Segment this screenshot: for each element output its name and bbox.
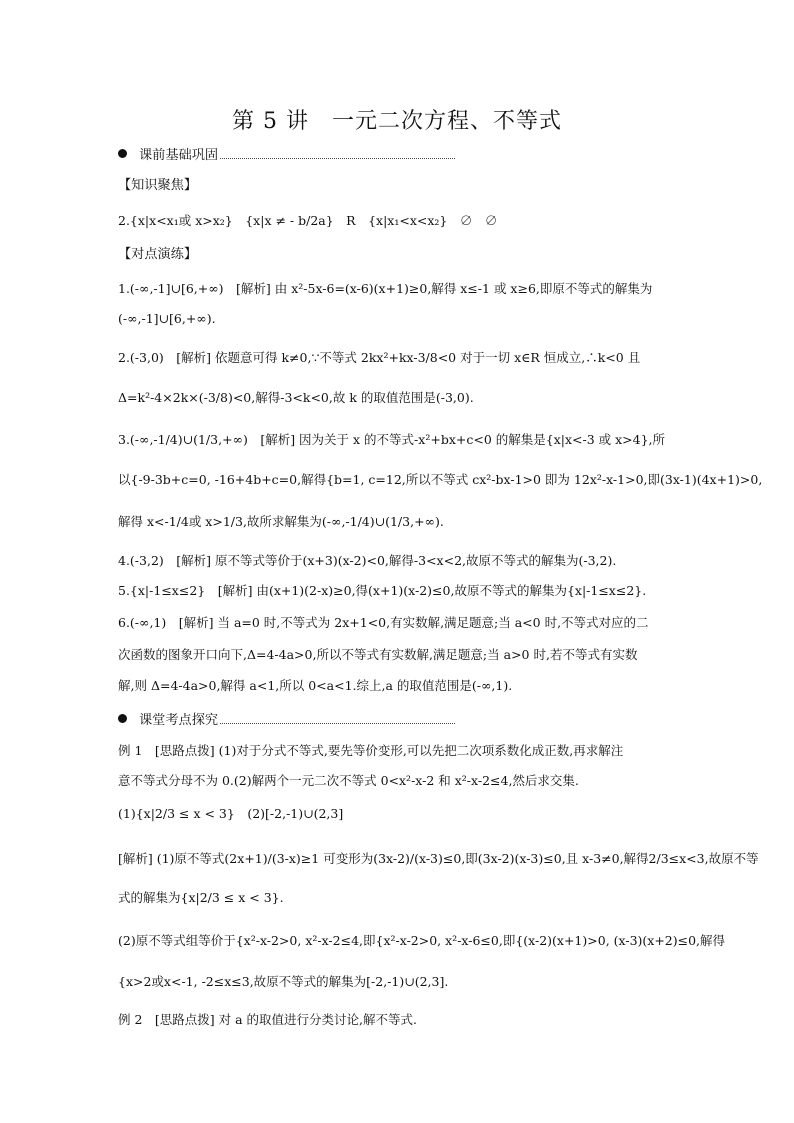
knowledge-item-2: 2.{x|x<x₁或 x>x₂} {x|x ≠ - b/2a} R {x|x₁<x<x₂} ∅ ∅ — [118, 213, 498, 228]
practice-1-line-2: (-∞,-1]∪[6,+∞). — [118, 311, 216, 326]
practice-6-line-2: 次函数的图象开口向下,Δ=4-4a>0,所以不等式有实数解,满足题意;当 a>0 时,若不等式有实数 — [118, 647, 638, 662]
section-label: 课堂考点探究 — [139, 713, 219, 728]
practice-4: 4.(-3,2) [解析] 原不等式等价于(x+3)(x-2)<0,解得-3<x<2,故原不等式的解集为(-3,2). — [118, 553, 617, 568]
practice-6-line-3: 解,则 Δ=4-4a>0,解得 a<1,所以 0<a<1.综上,a 的取值范围是(-∞,1). — [118, 678, 513, 693]
example-1-line-2: 意不等式分母不为 0.(2)解两个一元二次不等式 0<x²-x-2 和 x²-x-2≤4,然后求交集. — [118, 773, 579, 788]
example-1-answer: (1){x|2/3 ≤ x < 3} (2)[-2,-1)∪(2,3] — [118, 806, 344, 821]
dotted-leader — [220, 149, 455, 159]
practice-3-line-1: 3.(-∞,-1/4)∪(1/3,+∞) [解析] 因为关于 x 的不等式-x²+bx+c<0 的解集是{x|x<-3 或 x>4},所 — [118, 432, 666, 447]
bullet-icon — [118, 714, 127, 723]
example-1-solution-1: [解析] (1)原不等式(2x+1)/(3-x)≥1 可变形为(3x-2)/(x-3)≤0,即(3x-2)(x-3)≤0,且 x-3≠0,解得2/3≤x<3,故原不等 — [118, 851, 759, 866]
section-header-in-class — [118, 709, 455, 728]
example-1-solution-4: {x>2或x<-1, -2≤x≤3,故原不等式的解集为[-2,-1)∪(2,3]. — [118, 974, 449, 989]
page-title: 第 5 讲 一元二次方程、不等式 — [232, 109, 562, 134]
practice-2-line-2: Δ=k²-4×2k×(-3/8)<0,解得-3<k<0,故 k 的取值范围是(-3,0). — [118, 390, 474, 405]
example-1-solution-3: (2)原不等式组等价于{x²-x-2>0, x²-x-2≤4,即{x²-x-2>0, x²-x-6≤0,即{(x-2)(x+1)>0, (x-3)(x+2)≤0,解得 — [118, 933, 726, 948]
example-1-line-1: 例 1 [思路点拨] (1)对于分式不等式,要先等价变形,可以先把二次项系数化成正数,再求解注 — [118, 743, 624, 758]
practice-heading: 【对点演练】 — [118, 247, 198, 262]
example-1-solution-2: 式的解集为{x|2/3 ≤ x < 3}. — [118, 890, 284, 905]
practice-2-line-1: 2.(-3,0) [解析] 依题意可得 k≠0,∵不等式 2kx²+kx-3/8<0 对于一切 x∈R 恒成立,∴k<0 且 — [118, 350, 641, 365]
example-2-line-1: 例 2 [思路点拨] 对 a 的取值进行分类讨论,解不等式. — [118, 1012, 417, 1027]
practice-3-line-3: 解得 x<-1/4或 x>1/3,故所求解集为(-∞,-1/4)∪(1/3,+∞). — [118, 514, 444, 529]
section-header-pre-class — [118, 144, 455, 163]
section-label: 课前基础巩固 — [139, 148, 219, 163]
practice-5: 5.{x|-1≤x≤2} [解析] 由(x+1)(2-x)≥0,得(x+1)(x-2)≤0,故原不等式的解集为{x|-1≤x≤2}. — [118, 583, 647, 598]
bullet-icon — [118, 149, 127, 158]
practice-1-line-1: 1.(-∞,-1]∪[6,+∞) [解析] 由 x²-5x-6=(x-6)(x+1)≥0,解得 x≤-1 或 x≥6,即原不等式的解集为 — [118, 281, 653, 296]
practice-3-line-2: 以{-9-3b+c=0, -16+4b+c=0,解得{b=1, c=12,所以不等式 cx²-bx-1>0 即为 12x²-x-1>0,即(3x-1)(4x+1)>0, — [118, 472, 763, 487]
practice-6-line-1: 6.(-∞,1) [解析] 当 a=0 时,不等式为 2x+1<0,有实数解,满足题意;当 a<0 时,不等式对应的二 — [118, 615, 649, 630]
dotted-leader — [220, 714, 455, 724]
knowledge-heading: 【知识聚焦】 — [118, 178, 198, 193]
